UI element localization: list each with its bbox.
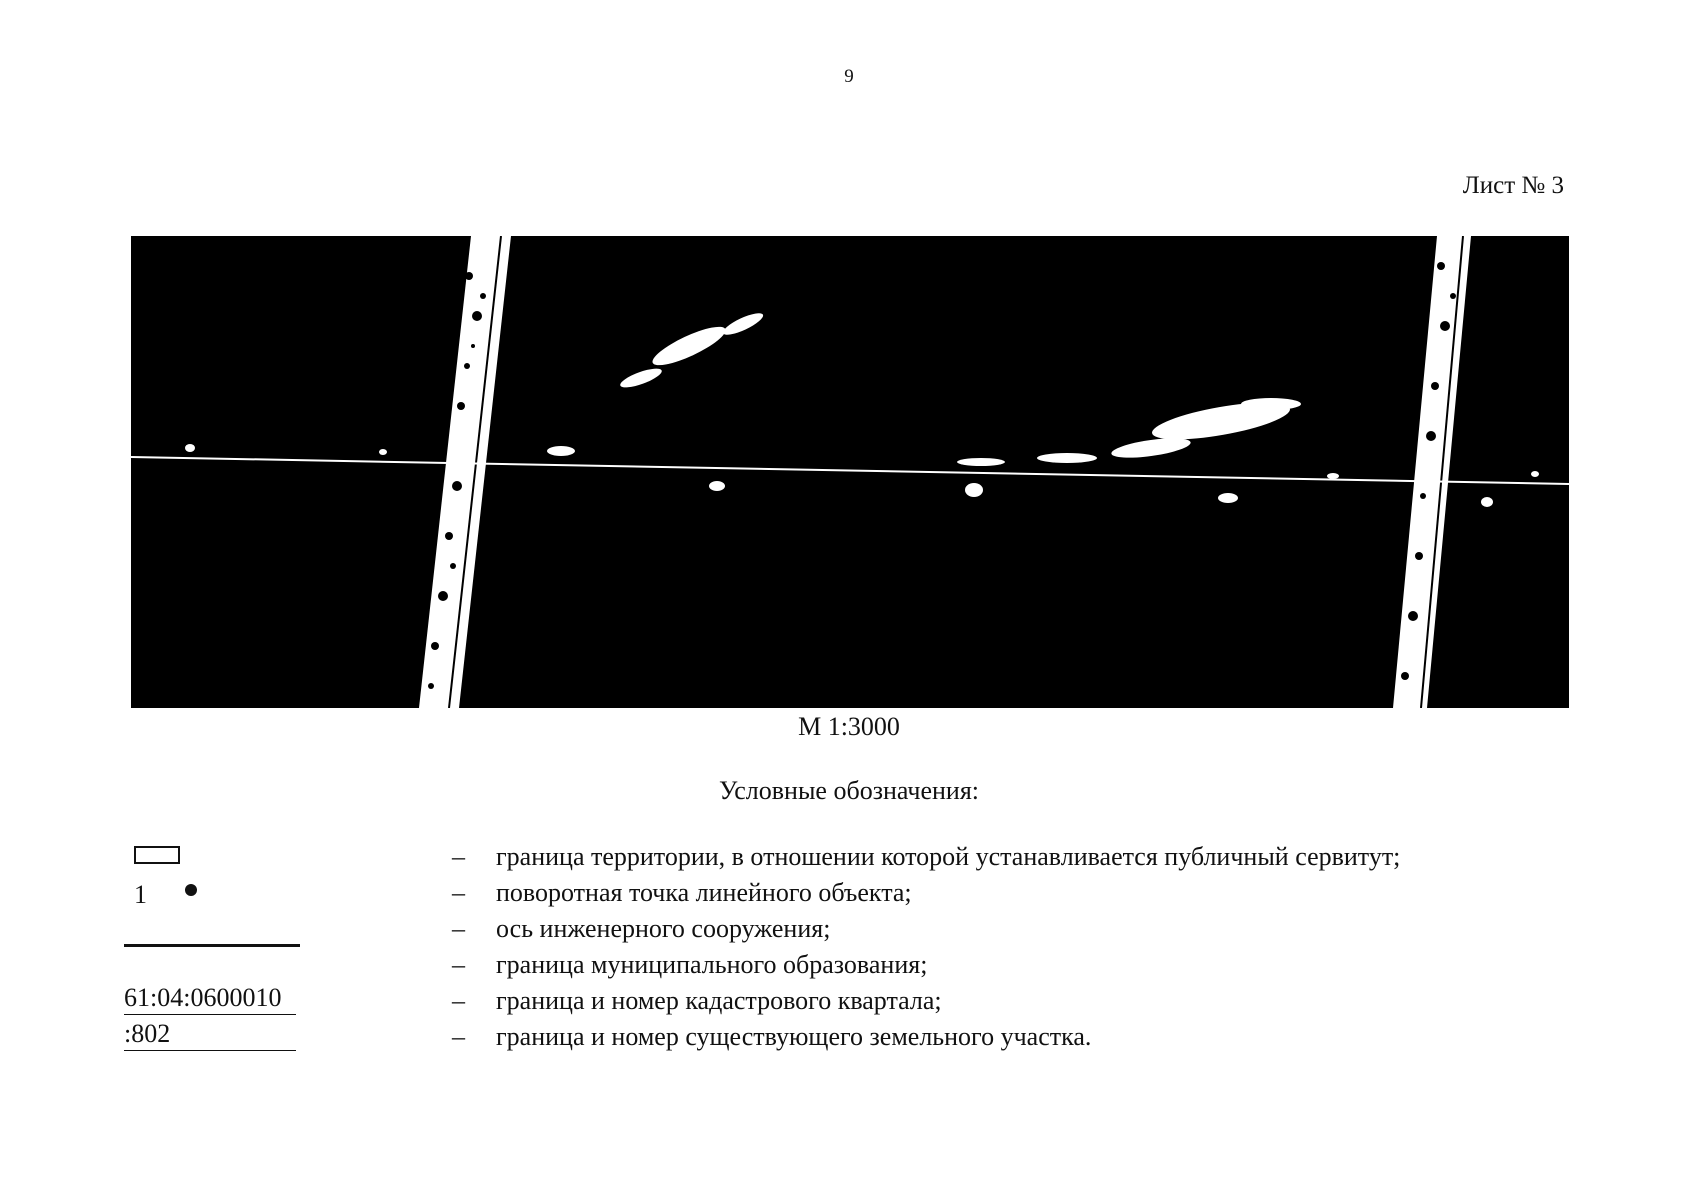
legend-row-parcel: [0, 1019, 1698, 1056]
legend-row-axis: [0, 914, 1698, 948]
legend-row-turning-point: [0, 878, 1698, 912]
map-image: [131, 236, 1569, 708]
legend-row-municipal: [0, 950, 1698, 984]
land-parcel-number: :802: [124, 1018, 296, 1051]
legend-desc: граница территории, в отношении которой устанавливается публичный сервитут;: [496, 842, 1401, 871]
legend-desc: поворотная точка линейного объекта;: [496, 878, 912, 907]
municipal-boundary-symbol: [124, 944, 300, 947]
legend-dash: –: [452, 1022, 465, 1051]
legend-title: Условные обозначения:: [718, 776, 980, 805]
legend-dash: –: [452, 878, 465, 907]
legend-dash: –: [452, 914, 465, 943]
turning-point-symbol: [185, 884, 197, 896]
legend-desc: граница и номер кадастрового квартала;: [496, 986, 942, 1015]
turning-point-number: 1: [134, 880, 147, 909]
legend-dash: –: [452, 986, 465, 1015]
legend-desc: ось инженерного сооружения;: [496, 914, 831, 943]
legend-desc: граница муниципального образования;: [496, 950, 928, 979]
map-svg: [131, 236, 1569, 708]
legend-row-servitude: [0, 842, 1698, 876]
sheet-label: Лист № 3: [1462, 172, 1564, 199]
cadastral-quarter-number: 61:04:0600010: [124, 982, 296, 1015]
legend-row-cadastral: [0, 983, 1698, 1020]
legend-desc: граница и номер существующего земельного участка.: [496, 1022, 1092, 1051]
legend-dash: –: [452, 950, 465, 979]
servitude-boundary-symbol: [134, 846, 180, 864]
map-scale: М 1:3000: [798, 712, 900, 741]
page-number: 9: [844, 66, 854, 87]
legend-dash: –: [452, 842, 465, 871]
